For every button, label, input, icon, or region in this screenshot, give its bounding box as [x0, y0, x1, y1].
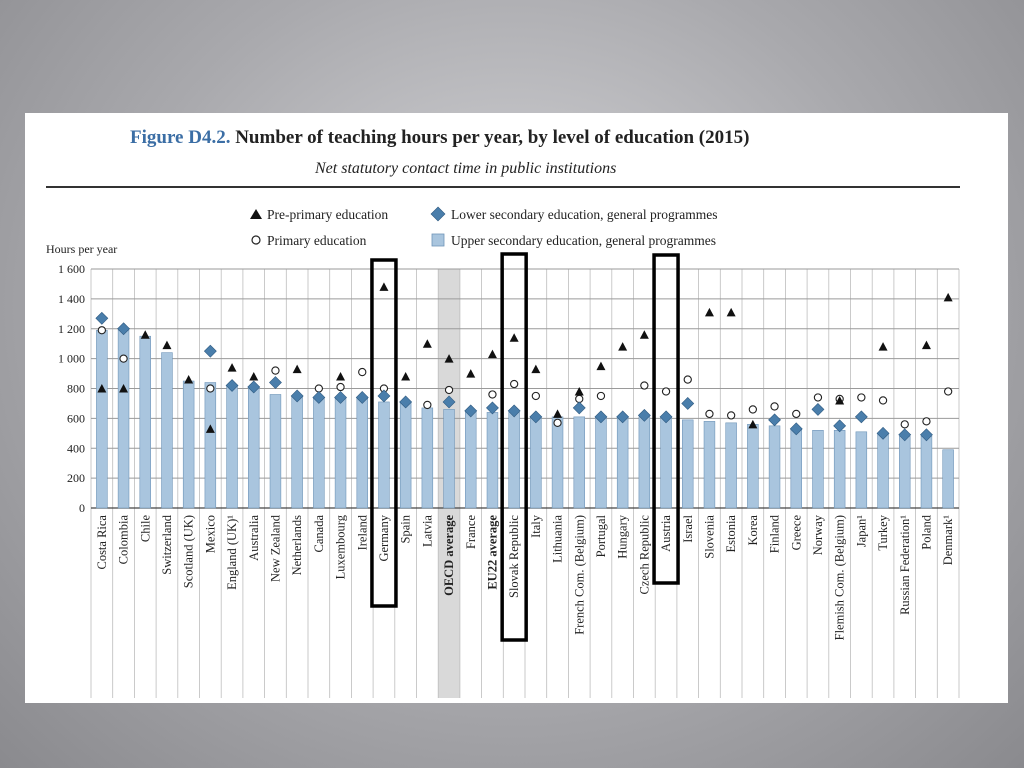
x-tick-label: Turkey [876, 515, 891, 551]
lower-secondary-point [96, 312, 108, 324]
lower-secondary-point [812, 403, 824, 415]
x-tick-label: Chile [138, 515, 153, 543]
bar [791, 429, 802, 508]
y-tick-label: 1 000 [58, 351, 85, 366]
pre-primary-point [531, 365, 540, 374]
pre-primary-point [249, 372, 258, 381]
bar [834, 430, 845, 508]
legend-primary: Primary education [267, 233, 367, 248]
y-tick-label: 1 400 [58, 291, 85, 306]
bar [704, 421, 715, 508]
primary-point [684, 376, 691, 383]
bar [227, 386, 238, 508]
pre-primary-point [379, 282, 388, 291]
x-tick-label: Mexico [203, 515, 218, 554]
y-tick-label: 400 [67, 441, 85, 456]
legend-circle-icon [252, 236, 260, 244]
x-tick-label: Slovak Republic [507, 515, 522, 598]
x-tick-label: OECD average [442, 515, 457, 596]
lower-secondary-point [269, 377, 281, 389]
bar [617, 417, 628, 508]
pre-primary-point [879, 342, 888, 351]
pre-primary-point [162, 341, 171, 350]
primary-point [359, 368, 366, 375]
primary-point [532, 392, 539, 399]
bar [444, 409, 455, 508]
bar [335, 397, 346, 508]
x-tick-label: Australia [246, 515, 261, 561]
legend-bar-icon [432, 234, 444, 246]
primary-point [597, 392, 604, 399]
bar [878, 433, 889, 508]
pre-primary-point [596, 362, 605, 371]
pre-primary-point [466, 369, 475, 378]
bar [140, 336, 151, 508]
pre-primary-point [944, 293, 953, 302]
x-tick-label: Scotland (UK) [181, 515, 196, 589]
primary-point [98, 327, 105, 334]
primary-point [554, 419, 561, 426]
primary-point [814, 394, 821, 401]
legend-triangle-icon [250, 209, 262, 219]
bar [682, 420, 693, 508]
bar [422, 408, 433, 508]
x-tick-label: Finland [767, 515, 782, 554]
bar [943, 450, 954, 508]
lower-secondary-point [682, 397, 694, 409]
x-tick-label: Netherlands [290, 515, 305, 576]
plot-area [58, 254, 959, 698]
x-tick-label: Korea [745, 515, 760, 546]
x-tick-label: Luxembourg [333, 515, 348, 580]
bar [313, 397, 324, 508]
pre-primary-point [705, 308, 714, 317]
bar [552, 417, 563, 508]
x-tick-label: Flemish Com. (Belgium) [832, 515, 847, 641]
bar [661, 417, 672, 508]
primary-point [945, 388, 952, 395]
pre-primary-point [141, 330, 150, 339]
primary-point [901, 421, 908, 428]
x-tick-label: Germany [376, 515, 391, 562]
pre-primary-point [553, 409, 562, 418]
x-tick-label: France [463, 515, 478, 550]
bar [465, 411, 476, 508]
legend-pre-primary: Pre-primary education [267, 207, 389, 222]
pre-primary-point [336, 372, 345, 381]
x-tick-label: Czech Republic [637, 515, 652, 595]
primary-point [923, 418, 930, 425]
teaching-hours-chart [25, 113, 1008, 703]
x-tick-label: French Com. (Belgium) [572, 515, 587, 635]
y-tick-label: 1 600 [58, 262, 85, 276]
bar [574, 417, 585, 508]
slide-panel [25, 113, 1008, 703]
pre-primary-point [488, 350, 497, 359]
x-tick-label: Lithuania [550, 515, 565, 563]
pre-primary-point [423, 339, 432, 348]
lower-secondary-point [204, 345, 216, 357]
y-tick-label: 800 [67, 381, 85, 396]
bar [921, 436, 932, 508]
y-tick-label: 600 [67, 411, 85, 426]
x-tick-label: Denmark¹ [941, 515, 956, 566]
lower-secondary-point [378, 390, 390, 402]
bar [400, 402, 411, 508]
x-tick-label: Slovenia [702, 515, 717, 559]
bar [357, 397, 368, 508]
bar [162, 353, 173, 508]
primary-point [445, 386, 452, 393]
pre-primary-point [184, 375, 193, 384]
lower-secondary-point [855, 411, 867, 423]
bar [270, 394, 281, 508]
x-tick-label: Poland [919, 515, 934, 550]
x-tick-label: Colombia [116, 515, 131, 565]
bar [639, 417, 650, 508]
pre-primary-point [510, 333, 519, 342]
x-tick-label: England (UK)¹ [225, 515, 240, 590]
bar [899, 436, 910, 508]
primary-point [793, 410, 800, 417]
primary-point [272, 367, 279, 374]
primary-point [207, 385, 214, 392]
bar [96, 330, 107, 508]
pre-primary-point [618, 342, 627, 351]
bar [487, 412, 498, 508]
x-tick-label: Costa Rica [94, 515, 109, 570]
primary-point [576, 395, 583, 402]
x-tick-label: Italy [528, 515, 543, 538]
y-axis-label: Hours per year [46, 242, 118, 256]
bar [248, 387, 259, 508]
primary-point [489, 391, 496, 398]
figure-number: Figure D4.2. [130, 127, 231, 148]
pre-primary-point [293, 365, 302, 374]
bar [596, 417, 607, 508]
lower-secondary-point [769, 414, 781, 426]
bar [205, 383, 216, 508]
bar [856, 432, 867, 508]
pre-primary-point [727, 308, 736, 317]
x-tick-label: Japan¹ [854, 515, 869, 548]
bar [726, 423, 737, 508]
primary-point [879, 397, 886, 404]
bar [769, 426, 780, 508]
primary-point [315, 385, 322, 392]
y-tick-label: 1 200 [58, 321, 85, 336]
primary-point [662, 388, 669, 395]
x-tick-label: Russian Federation¹ [897, 515, 912, 615]
x-tick-label: Norway [810, 515, 825, 556]
x-tick-label: Israel [680, 515, 695, 543]
primary-point [511, 380, 518, 387]
primary-point [424, 401, 431, 408]
x-tick-label: Latvia [420, 515, 435, 547]
pre-primary-point [401, 372, 410, 381]
x-tick-label: Portugal [593, 515, 608, 558]
y-tick-label: 0 [79, 501, 85, 515]
bar [292, 396, 303, 508]
legend-diamond-icon [431, 207, 445, 221]
bar [747, 424, 758, 508]
x-tick-label: Greece [789, 515, 804, 551]
lower-secondary-point [573, 402, 585, 414]
x-tick-label: Ireland [355, 515, 370, 551]
figure-subtitle: Net statutory contact time in public institutions [315, 160, 617, 177]
x-tick-label: Estonia [724, 515, 739, 553]
primary-point [706, 410, 713, 417]
bar [509, 412, 520, 508]
pre-primary-point [228, 363, 237, 372]
primary-point [771, 403, 778, 410]
primary-point [749, 406, 756, 413]
legend [250, 207, 718, 248]
bar [813, 430, 824, 508]
primary-point [728, 412, 735, 419]
x-tick-label: Switzerland [159, 515, 174, 575]
primary-point [641, 382, 648, 389]
y-tick-label: 200 [67, 471, 85, 486]
bar [379, 402, 390, 508]
legend-upper-secondary: Upper secondary education, general programmes [451, 233, 717, 248]
primary-point [858, 394, 865, 401]
x-tick-label: Austria [659, 515, 674, 552]
bar [530, 417, 541, 508]
x-tick-label: Hungary [615, 515, 630, 559]
x-tick-label: Canada [311, 515, 326, 553]
x-tick-label: New Zealand [268, 515, 283, 582]
primary-point [120, 355, 127, 362]
figure-title-text: Number of teaching hours per year, by level of education (2015) [235, 127, 750, 148]
primary-point [337, 383, 344, 390]
bar [183, 381, 194, 508]
pre-primary-point [640, 330, 649, 339]
pre-primary-point [922, 341, 931, 350]
x-tick-label: EU22 average [485, 515, 500, 590]
legend-lower-secondary: Lower secondary education, general programmes [451, 207, 718, 222]
x-tick-label: Spain [398, 515, 413, 544]
